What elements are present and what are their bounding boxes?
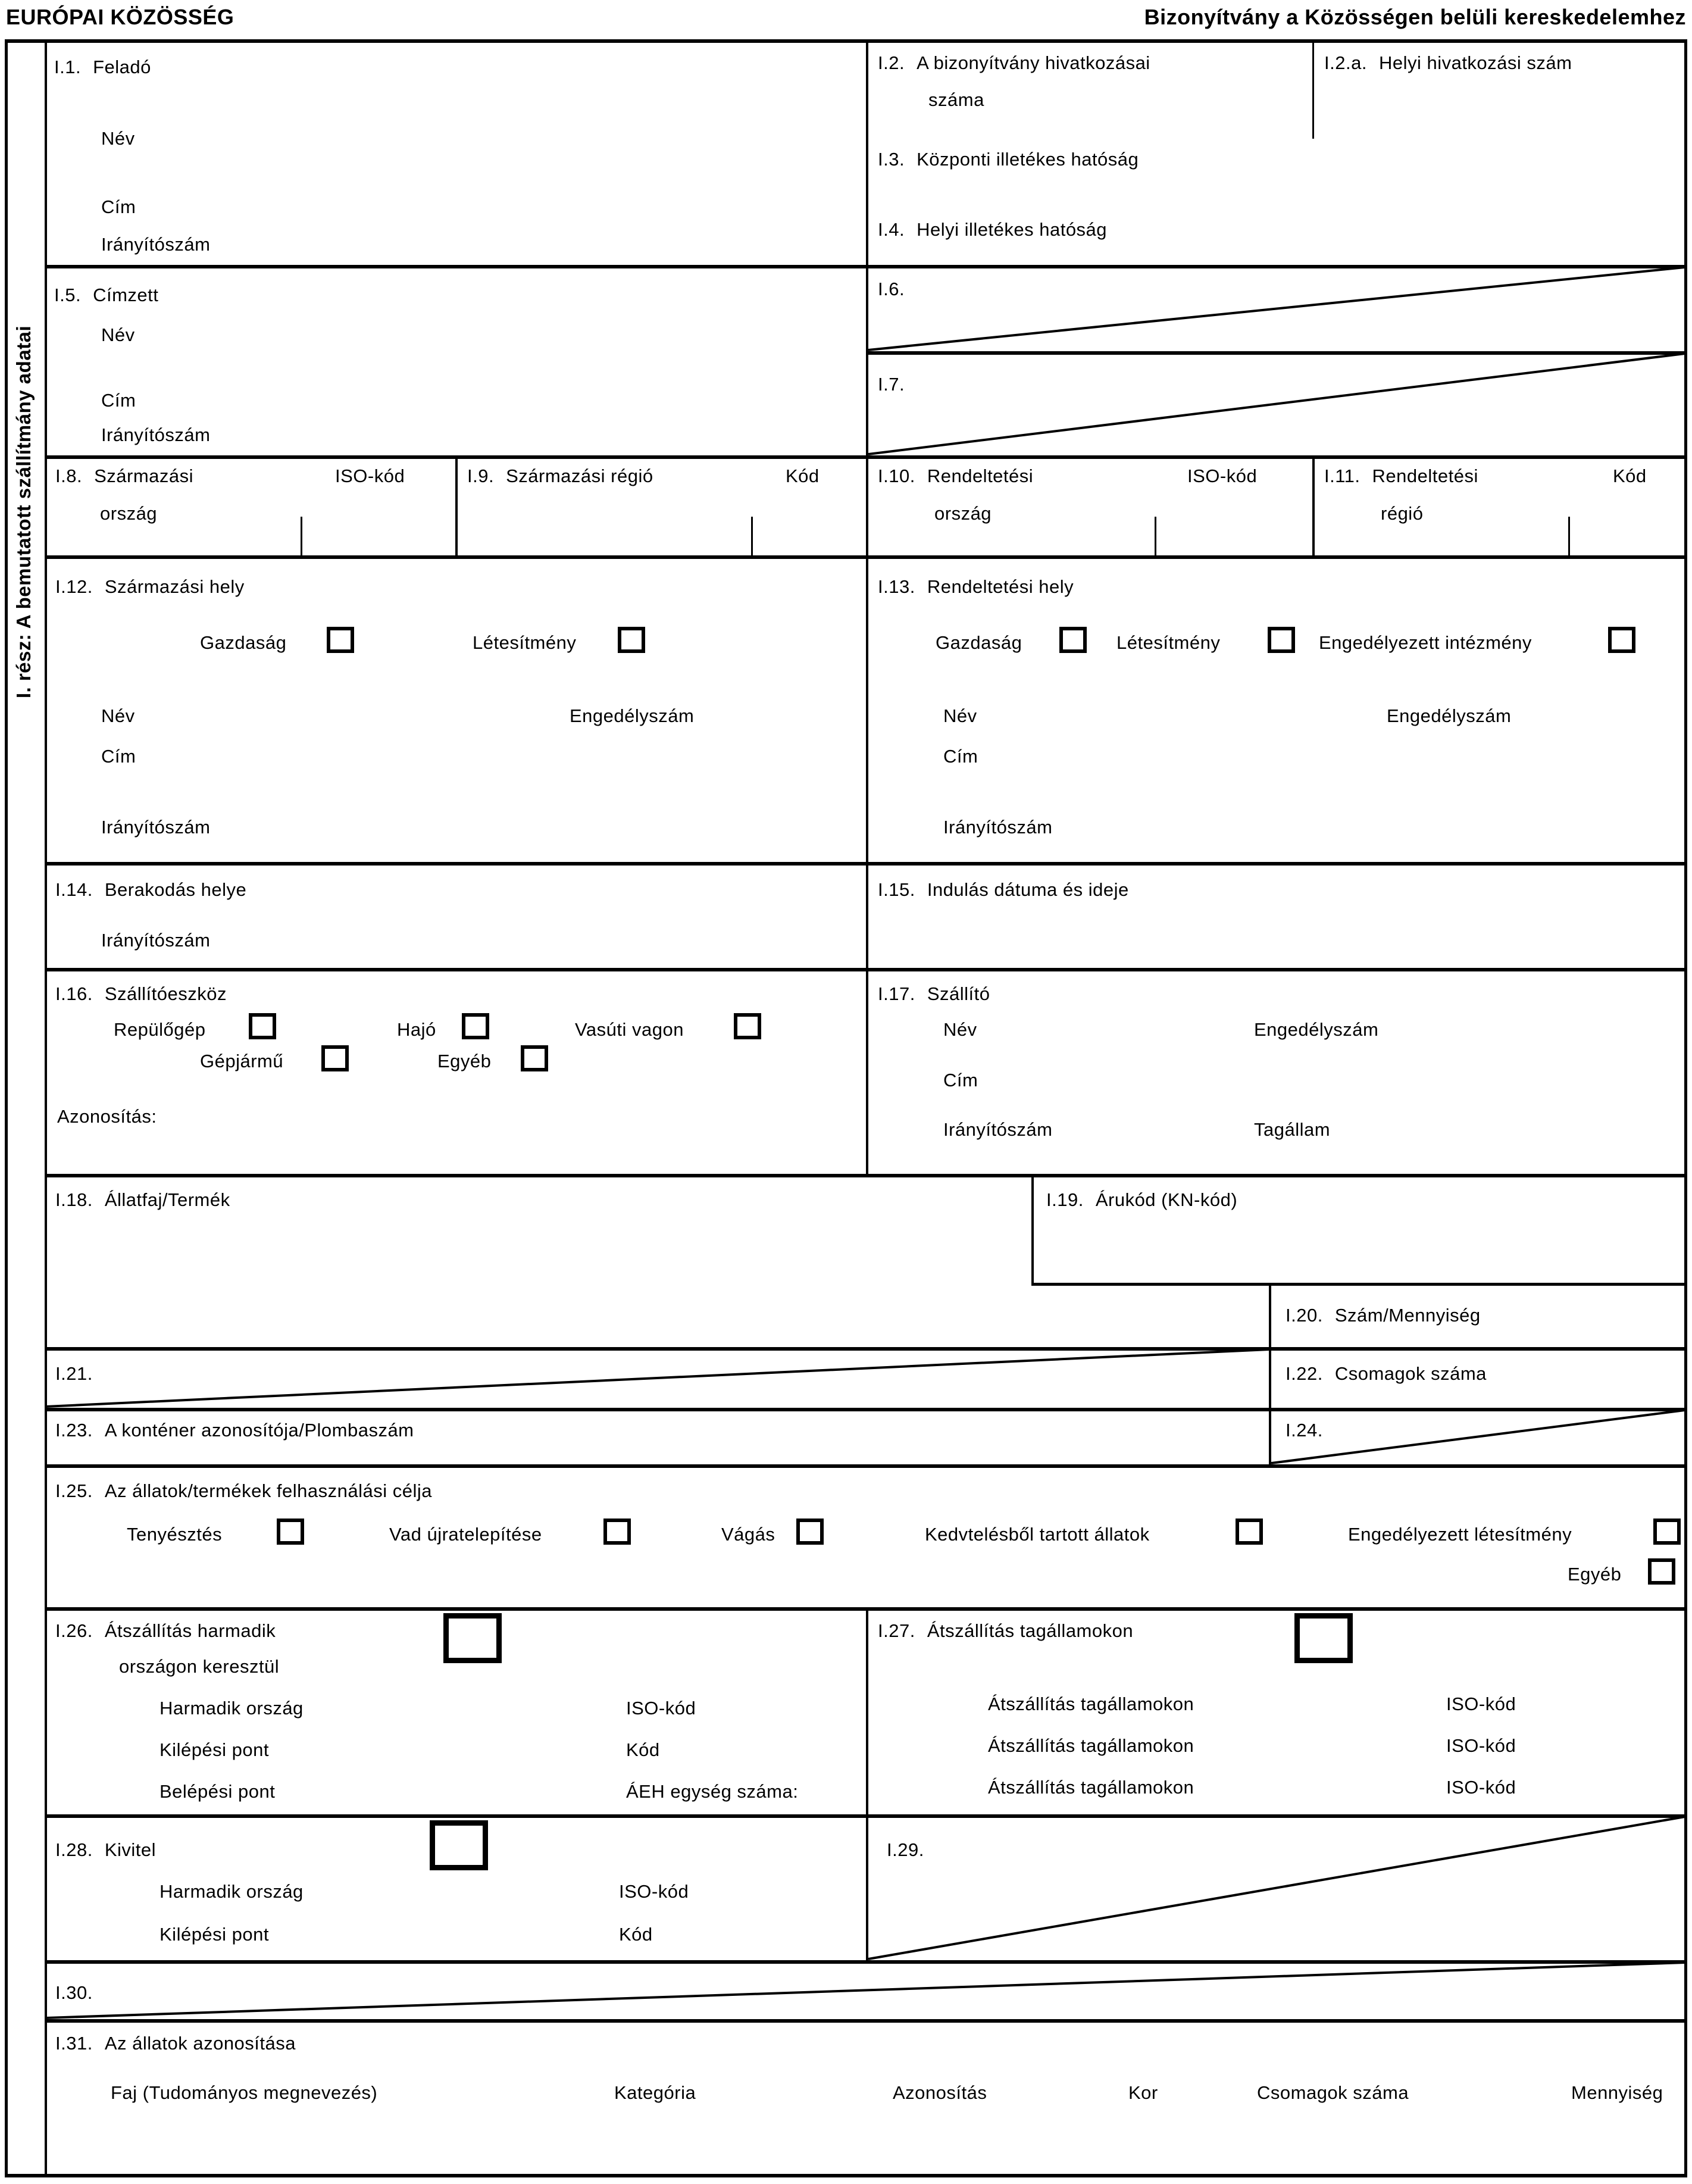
field-i31-col-package-count: Csomagok száma	[1257, 2082, 1409, 2103]
field-i4-title	[878, 219, 1107, 240]
field-i16-checkbox-gepjarmu[interactable]	[321, 1045, 349, 1071]
field-i16-label: Szállítóeszköz	[104, 983, 227, 1004]
field-i25-checkbox-vad-ujratelepitese-label: Vad újratelepítése	[389, 1524, 542, 1545]
field-i25-title	[55, 1480, 432, 1502]
field-i24-num: I.24.	[1286, 1420, 1323, 1441]
field-i13-licence-label: Engedélyszám	[1387, 705, 1512, 726]
field-i5-postcode-label: Irányítószám	[101, 424, 211, 445]
field-i28-exit-point-label: Kilépési pont	[159, 1924, 270, 1945]
field-i12-label: Származási hely	[104, 576, 245, 597]
field-i31-title	[55, 2033, 296, 2054]
field-i31-num: I.31.	[55, 2033, 93, 2054]
field-i26-isocode-label: ISO-kód	[626, 1698, 696, 1719]
field-i26-label-line2: országon keresztül	[119, 1656, 280, 1677]
field-i26-title	[55, 1620, 276, 1642]
field-i1-address-label: Cím	[101, 196, 136, 217]
field-i1-postcode-label: Irányítószám	[101, 234, 211, 255]
field-i11-title	[1324, 465, 1478, 487]
field-i28-code-label: Kód	[619, 1924, 653, 1945]
field-i11-num: I.11.	[1324, 465, 1361, 486]
field-i15-num: I.15.	[878, 879, 915, 900]
field-i26-num: I.26.	[55, 1620, 93, 1641]
field-i8-num: I.8.	[55, 465, 83, 486]
field-i13-postcode-label: Irányítószám	[943, 817, 1053, 838]
field-i27-row1-label: Átszállítás tagállamokon	[988, 1694, 1194, 1714]
field-i13-checkbox-letesitmeny-label: Létesítmény	[1116, 632, 1221, 653]
field-i17-address-label: Cím	[943, 1070, 978, 1091]
field-i9-code-label: Kód	[786, 465, 820, 486]
field-i19-label: Árukód (KN-kód)	[1095, 1189, 1238, 1210]
field-i15-title	[878, 879, 1129, 901]
field-i17-licence-label: Engedélyszám	[1254, 1019, 1379, 1040]
field-i5-address-label: Cím	[101, 390, 136, 411]
field-i31-col-quantity: Mennyiség	[1571, 2082, 1663, 2103]
field-i13-checkbox-gazdasag-label: Gazdaság	[936, 632, 1022, 653]
field-i28-isocode-label: ISO-kód	[619, 1881, 689, 1902]
field-i9-title	[467, 465, 653, 487]
field-i5-num: I.5.	[54, 285, 82, 305]
field-i17-postcode-label: Irányítószám	[943, 1119, 1053, 1140]
diagonal-strike-i7	[868, 354, 1685, 454]
page-title-right: Bizonyítvány a Közösségen belüli kereskedelemhez	[1144, 5, 1686, 29]
field-i16-checkbox-egyeb[interactable]	[521, 1045, 548, 1071]
field-i11-label-line1: Rendeltetési	[1372, 465, 1478, 486]
field-i16-identification-label: Azonosítás:	[57, 1106, 157, 1127]
field-i26-exit-point-label: Kilépési pont	[159, 1739, 270, 1760]
field-i20-title	[1286, 1305, 1481, 1326]
diagonal-strike-i24	[1271, 1410, 1685, 1463]
field-i12-checkbox-gazdasag-label: Gazdaság	[200, 632, 287, 653]
field-i17-member-state-label: Tagállam	[1254, 1119, 1331, 1140]
field-i5-label: Címzett	[93, 285, 159, 305]
field-i16-checkbox-repulogep-label: Repülőgép	[114, 1019, 206, 1040]
field-i19-title	[1046, 1189, 1237, 1211]
field-i1-label: Feladó	[93, 57, 151, 77]
field-i4-label: Helyi illetékes hatóság	[917, 219, 1108, 240]
field-i10-label-line2: ország	[934, 503, 992, 524]
field-i8-label-line1: Származási	[94, 465, 194, 486]
field-i2-label-line1: A bizonyítvány hivatkozásai	[917, 52, 1150, 73]
field-i15-label: Indulás dátuma és ideje	[927, 879, 1129, 900]
field-i14-postcode-label: Irányítószám	[101, 930, 211, 951]
field-i25-checkbox-kedvtelesbol-tartott-allatok[interactable]	[1236, 1519, 1263, 1545]
field-i4-num: I.4.	[878, 219, 905, 240]
field-i26-code-label: Kód	[626, 1739, 660, 1760]
field-i23-num: I.23.	[55, 1420, 93, 1441]
field-i19-num: I.19.	[1046, 1189, 1084, 1210]
field-i12-num: I.12.	[55, 576, 93, 597]
field-i5-name-label: Név	[101, 324, 135, 345]
field-i1-title	[54, 57, 151, 78]
field-i23-title	[55, 1420, 414, 1441]
field-i26-third-country-label: Harmadik ország	[159, 1698, 304, 1719]
field-i31-col-identification: Azonosítás	[893, 2082, 987, 2103]
field-i9-num: I.9.	[467, 465, 495, 486]
field-i11-label-line2: régió	[1381, 503, 1424, 524]
field-i25-checkbox-engedelyezett-letesitmeny[interactable]	[1653, 1519, 1681, 1545]
diagonal-strike-i21	[46, 1349, 1269, 1407]
field-i10-label-line1: Rendeltetési	[927, 465, 1034, 486]
field-i25-checkbox-tenyesztes-label: Tenyésztés	[127, 1524, 223, 1545]
diagonal-strike-i29	[868, 1817, 1685, 1959]
field-i1-name-label: Név	[101, 128, 135, 149]
field-i2a-title	[1324, 52, 1572, 74]
field-i12-name-label: Név	[101, 705, 135, 726]
page-title-left: EURÓPAI KÖZÖSSÉG	[6, 5, 234, 29]
field-i31-col-category: Kategória	[614, 2082, 696, 2103]
field-i26-label-line1: Átszállítás harmadik	[104, 1620, 276, 1641]
field-i31-col-species: Faj (Tudományos megnevezés)	[111, 2082, 378, 2103]
field-i28-third-country-label: Harmadik ország	[159, 1881, 304, 1902]
field-i27-row2-label: Átszállítás tagállamokon	[988, 1735, 1194, 1756]
field-i13-label: Rendeltetési hely	[927, 576, 1074, 597]
field-i16-num: I.16.	[55, 983, 93, 1004]
field-i16-checkbox-gepjarmu-label: Gépjármű	[200, 1051, 284, 1071]
field-i22-label: Csomagok száma	[1334, 1363, 1487, 1384]
diagonal-strike-i6	[868, 267, 1685, 350]
field-i31-col-age: Kor	[1128, 2082, 1158, 2103]
field-i16-checkbox-hajo[interactable]	[462, 1013, 489, 1039]
field-i25-checkbox-vad-ujratelepitese[interactable]	[603, 1519, 631, 1545]
field-i31-label: Az állatok azonosítása	[104, 2033, 296, 2054]
field-i13-title	[878, 576, 1074, 598]
field-i18-label: Állatfaj/Termék	[104, 1189, 230, 1210]
field-i5-title	[54, 285, 158, 306]
field-i28-num: I.28.	[55, 1839, 93, 1860]
field-i26-checkbox-transit-third-country[interactable]	[443, 1613, 502, 1663]
field-i3-label: Központi illetékes hatóság	[917, 149, 1139, 170]
field-i25-checkbox-egyeb-label: Egyéb	[1568, 1564, 1622, 1585]
field-i2a-num: I.2.a.	[1324, 52, 1367, 73]
field-i2-num: I.2.	[878, 52, 905, 73]
field-i26-bip-unit-label: ÁEH egység száma:	[626, 1781, 799, 1802]
field-i9-label: Származási régió	[506, 465, 653, 486]
field-i27-row2-isocode-label: ISO-kód	[1446, 1735, 1516, 1756]
field-i16-title	[55, 983, 227, 1005]
field-i7-num: I.7.	[878, 374, 905, 395]
field-i17-title	[878, 983, 990, 1005]
field-i25-checkbox-vagas-label: Vágás	[721, 1524, 775, 1545]
field-i11-code-label: Kód	[1613, 465, 1647, 486]
sidebar-part-title: I. rész: A bemutatott szállítmány adatai	[12, 325, 35, 699]
field-i29-num: I.29.	[887, 1839, 924, 1860]
field-i8-title	[55, 465, 193, 487]
field-i12-checkbox-letesitmeny-label: Létesítmény	[473, 632, 577, 653]
field-i13-name-label: Név	[943, 705, 977, 726]
field-i10-isocode-label: ISO-kód	[1187, 465, 1258, 486]
field-i16-checkbox-repulogep[interactable]	[249, 1013, 276, 1039]
field-i25-checkbox-kedvtelesbol-tartott-allatok-label: Kedvtelésből tartott állatok	[925, 1524, 1150, 1545]
field-i13-checkbox-gazdasag[interactable]	[1059, 627, 1087, 653]
field-i27-row3-label: Átszállítás tagállamokon	[988, 1777, 1194, 1798]
field-i2-label-line2: száma	[928, 89, 984, 110]
field-i8-label-line2: ország	[100, 503, 158, 524]
field-i22-num: I.22.	[1286, 1363, 1323, 1384]
field-i10-num: I.10.	[878, 465, 915, 486]
field-i17-name-label: Név	[943, 1019, 977, 1040]
field-i16-checkbox-vasuti-vagon-label: Vasúti vagon	[575, 1019, 684, 1040]
field-i27-checkbox-transit-member-states[interactable]	[1294, 1613, 1353, 1663]
field-i21-num: I.21.	[55, 1363, 93, 1384]
field-i25-checkbox-engedelyezett-letesitmeny-label: Engedélyezett létesítmény	[1348, 1524, 1572, 1545]
field-i12-licence-label: Engedélyszám	[570, 705, 695, 726]
field-i14-label: Berakodás helye	[104, 879, 247, 900]
field-i18-title	[55, 1189, 230, 1211]
field-i28-checkbox-export[interactable]	[430, 1820, 488, 1870]
field-i25-checkbox-tenyesztes[interactable]	[277, 1519, 304, 1545]
field-i2a-label: Helyi hivatkozási szám	[1378, 52, 1572, 73]
field-i14-title	[55, 879, 246, 901]
field-i25-label: Az állatok/termékek felhasználási célja	[104, 1480, 433, 1501]
field-i13-checkbox-engedelyezett-intezmeny-label: Engedélyezett intézmény	[1319, 632, 1532, 653]
field-i2-title	[878, 52, 1150, 74]
field-i25-checkbox-vagas[interactable]	[796, 1519, 824, 1545]
field-i13-checkbox-engedelyezett-intezmeny[interactable]	[1608, 627, 1635, 653]
field-i27-label: Átszállítás tagállamokon	[927, 1620, 1134, 1641]
field-i16-checkbox-egyeb-label: Egyéb	[437, 1051, 492, 1071]
field-i25-checkbox-egyeb[interactable]	[1648, 1558, 1675, 1585]
field-i12-address-label: Cím	[101, 746, 136, 767]
field-i12-checkbox-gazdasag[interactable]	[327, 627, 354, 653]
field-i16-checkbox-vasuti-vagon[interactable]	[734, 1013, 761, 1039]
field-i26-entry-point-label: Belépési pont	[159, 1781, 276, 1802]
field-i8-isocode-label: ISO-kód	[335, 465, 405, 486]
field-i20-num: I.20.	[1286, 1305, 1323, 1326]
field-i18-num: I.18.	[55, 1189, 93, 1210]
field-i13-num: I.13.	[878, 576, 915, 597]
field-i23-label: A konténer azonosítója/Plombaszám	[104, 1420, 414, 1441]
field-i1-num: I.1.	[54, 57, 82, 77]
field-i3-title	[878, 149, 1139, 170]
field-i28-title	[55, 1839, 156, 1861]
field-i10-title	[878, 465, 1033, 487]
field-i13-address-label: Cím	[943, 746, 978, 767]
field-i14-num: I.14.	[55, 879, 93, 900]
field-i17-label: Szállító	[927, 983, 990, 1004]
field-i27-num: I.27.	[878, 1620, 915, 1641]
field-i27-row1-isocode-label: ISO-kód	[1446, 1694, 1516, 1714]
field-i22-title	[1286, 1363, 1487, 1385]
field-i30-num: I.30.	[55, 1982, 93, 2003]
field-i12-postcode-label: Irányítószám	[101, 817, 211, 838]
field-i13-checkbox-letesitmeny[interactable]	[1268, 627, 1295, 653]
field-i27-title	[878, 1620, 1133, 1642]
field-i27-row3-isocode-label: ISO-kód	[1446, 1777, 1516, 1798]
field-i6-num: I.6.	[878, 279, 905, 299]
field-i25-num: I.25.	[55, 1480, 93, 1501]
field-i12-checkbox-letesitmeny[interactable]	[618, 627, 645, 653]
field-i3-num: I.3.	[878, 149, 905, 170]
field-i28-label: Kivitel	[104, 1839, 157, 1860]
field-i16-checkbox-hajo-label: Hajó	[397, 1019, 436, 1040]
field-i17-num: I.17.	[878, 983, 915, 1004]
field-i20-label: Szám/Mennyiség	[1334, 1305, 1481, 1326]
field-i12-title	[55, 576, 245, 598]
diagonal-strike-i30	[46, 1963, 1685, 2018]
